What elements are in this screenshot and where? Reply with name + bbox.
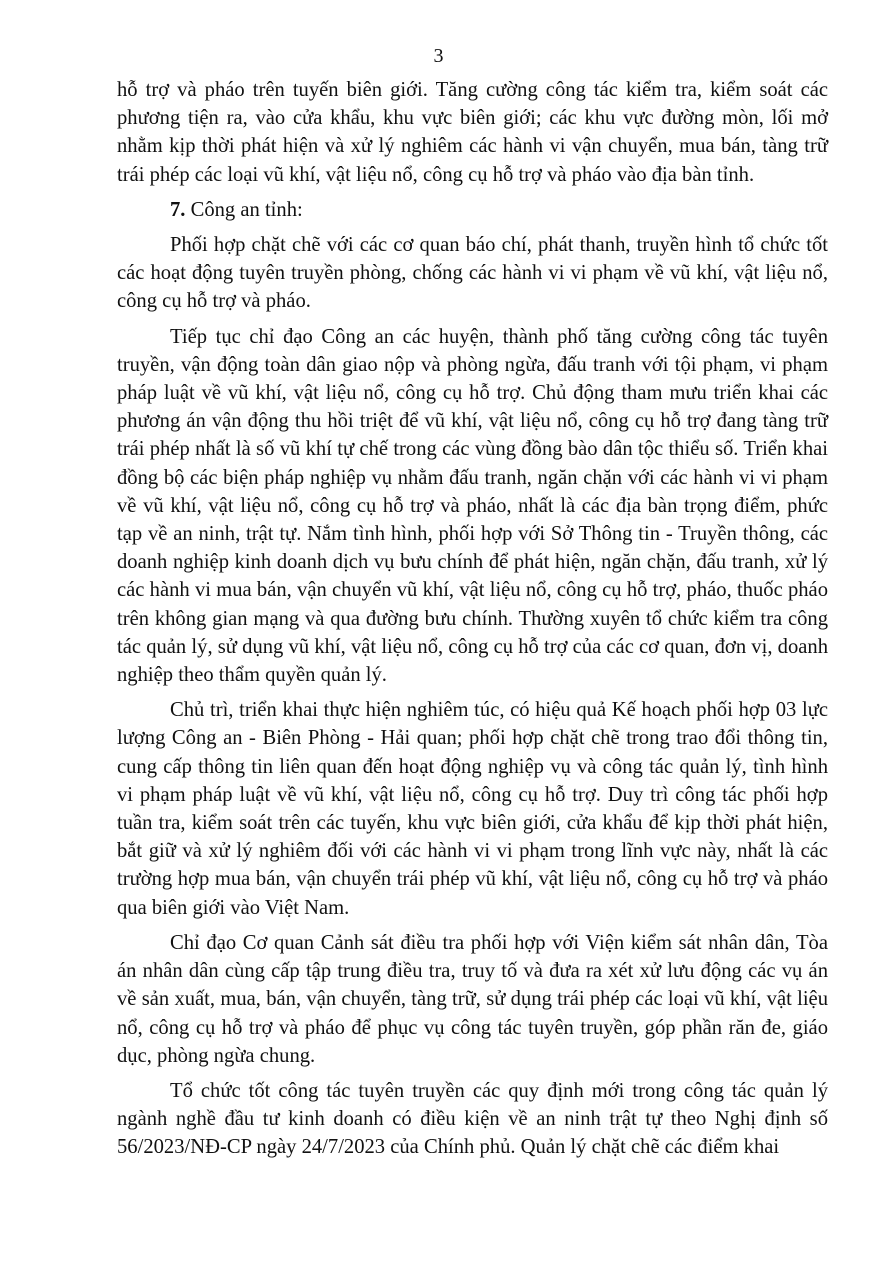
- paragraph: Tiếp tục chỉ đạo Công an các huyện, thành phố tăng cường công tác tuyên truyền, vận động toàn dân giao nộp và phòng ngừa, đấu tranh với tội phạm, vi phạm pháp luật về vũ khí, vật liệu nổ, công cụ hỗ trợ. Chủ động tham mưu triển khai các phương án vận động thu hồi triệt để vũ khí, vật liệu nổ, công cụ hỗ trợ đang tàng trữ trái phép nhất là số vũ khí tự chế trong các vùng đồng bào dân tộc thiểu số. Triển khai đồng bộ các biện pháp nghiệp vụ nhằm đấu tranh, ngăn chặn với các hành vi vi phạm về vũ khí, vật liệu nổ, công cụ hỗ trợ và pháo, nhất là các địa bàn trọng điểm, phức tạp về an ninh, trật tự. Nắm tình hình, phối hợp với Sở Thông tin - Truyền thông, các doanh nghiệp kinh doanh dịch vụ bưu chính để phát hiện, ngăn chặn, đấu tranh, xử lý các hành vi mua bán, vận chuyển vũ khí, vật liệu nổ, công cụ hỗ trợ, pháo, thuốc pháo trên không gian mạng và qua đường bưu chính. Thường xuyên tổ chức kiểm tra công tác quản lý, sử dụng vũ khí, vật liệu nổ, công cụ hỗ trợ của các cơ quan, đơn vị, doanh nghiệp theo thẩm quyền quản lý.: [117, 325, 828, 687]
- document-body: [117, 76, 828, 1169]
- paragraph-continued: hỗ trợ và pháo trên tuyến biên giới. Tăng cường công tác kiểm tra, kiểm soát các phương tiện ra, vào cửa khẩu, khu vực biên giới; các khu vực đường mòn, lối mở nhằm kịp thời phát hiện và xử lý nghiêm các hành vi vận chuyển, mua bán, tàng trữ trái phép các loại vũ khí, vật liệu nổ, công cụ hỗ trợ và pháo vào địa bàn tỉnh.: [117, 79, 828, 186]
- page-number: 3: [433, 45, 444, 67]
- paragraph: Tổ chức tốt công tác tuyên truyền các quy định mới trong công tác quản lý ngành nghề đầu tư kinh doanh có điều kiện về an ninh trật tự theo Nghị định số 56/2023/NĐ-CP ngày 24/7/2023 của Chính phủ. Quản lý chặt chẽ các điểm khai: [117, 1079, 828, 1159]
- paragraph: Phối hợp chặt chẽ với các cơ quan báo chí, phát thanh, truyền hình tổ chức tốt các hoạt động tuyên truyền phòng, chống các hành vi vi phạm về vũ khí, vật liệu nổ, công cụ hỗ trợ và pháo.: [117, 234, 828, 313]
- section-heading: [117, 196, 828, 224]
- section-title: Công an tỉnh:: [185, 198, 303, 221]
- paragraph: Chỉ đạo Cơ quan Cảnh sát điều tra phối hợp với Viện kiểm sát nhân dân, Tòa án nhân dân cùng cấp tập trung điều tra, truy tố và đưa ra xét xử lưu động các vụ án về sản xuất, mua, bán, vận chuyển, tàng trữ, sử dụng trái phép các loại vũ khí, vật liệu nổ, công cụ hỗ trợ và pháo để phục vụ công tác tuyên truyền, góp phần răn đe, giáo dục, phòng ngừa chung.: [117, 931, 828, 1067]
- paragraph: Chủ trì, triển khai thực hiện nghiêm túc, có hiệu quả Kế hoạch phối hợp 03 lực lượng Công an - Biên Phòng - Hải quan; phối hợp chặt chẽ trong trao đổi thông tin, cung cấp thông tin liên quan đến hoạt động nghiệp vụ và công tác quản lý, tình hình vi phạm pháp luật về vũ khí, vật liệu nổ, công cụ hỗ trợ. Duy trì công tác phối hợp tuần tra, kiểm soát trên các tuyến, khu vực biên giới, cửa khẩu để kịp thời phát hiện, bắt giữ và xử lý nghiêm đối với các hành vi vi phạm trong lĩnh vực này, nhất là các trường hợp mua bán, vận chuyển trái phép vũ khí, vật liệu nổ, công cụ hỗ trợ và pháo qua biên giới vào Việt Nam.: [117, 699, 828, 919]
- section-number: 7.: [170, 198, 186, 221]
